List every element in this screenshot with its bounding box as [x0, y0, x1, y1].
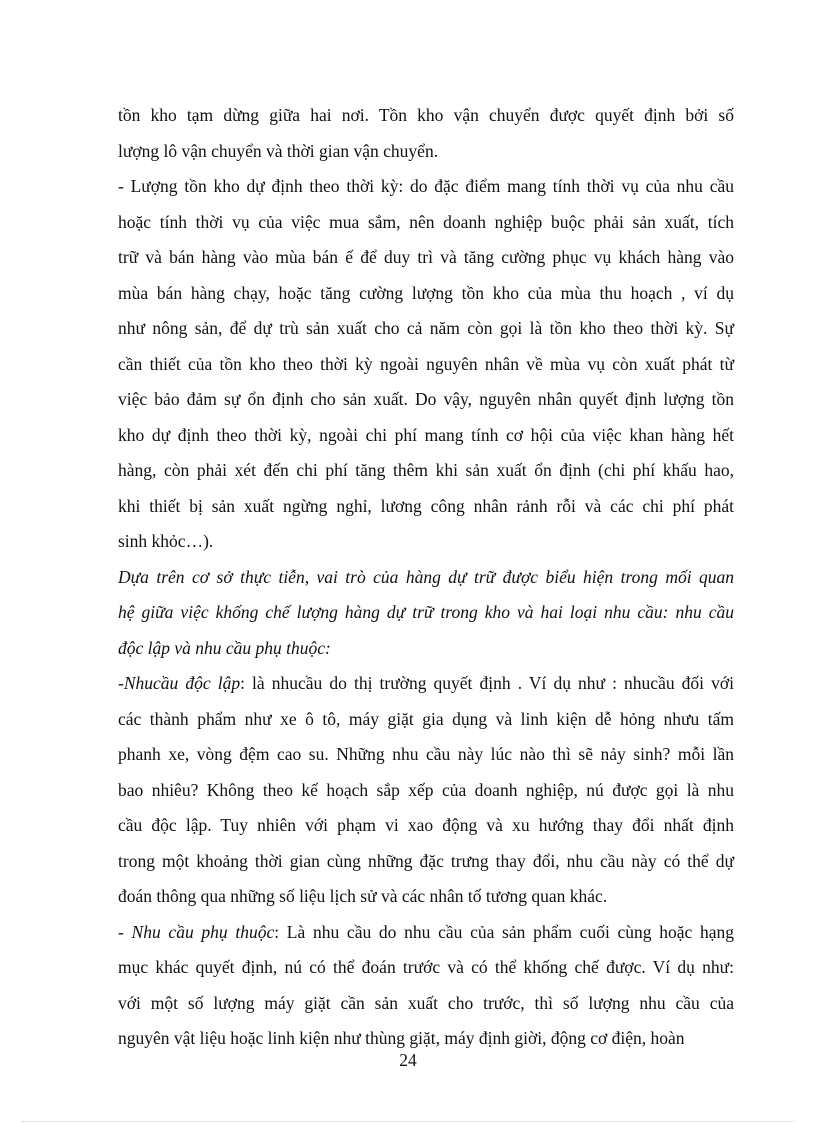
italic-text: hệ giữa việc khống chế lượng hàng dự trữ trong kho và hai loại nhu cầu: nhu cầu: [118, 602, 734, 622]
text-line: [118, 169, 734, 205]
italic-text: -Nhucầu độc lập: [118, 673, 241, 693]
text-line: [118, 453, 734, 489]
body-text: [118, 98, 734, 1057]
text-line: [118, 631, 734, 667]
text-run: như nông sản, để dự trù sản xuất cho cả năm còn gọi là tồn kho theo thời kỳ. Sự: [118, 318, 734, 338]
text-line: [118, 808, 734, 844]
text-line: [118, 702, 734, 738]
italic-text: Dựa trên cơ sở thực tiễn, vai trò của hàng dự trữ được biểu hiện trong mối quan: [118, 566, 734, 587]
text-line: [118, 205, 734, 241]
text-line: [118, 524, 734, 560]
text-line: [118, 347, 734, 383]
text-run: khi thiết bị sản xuất ngừng nghỉ, lương công nhân rảnh rỗi và các chi phí phát: [118, 495, 734, 516]
text-run: cần thiết của tồn kho theo thời kỳ ngoài nguyên nhân về mùa vụ còn xuất phát từ: [118, 353, 734, 374]
text-run: lượng lô vận chuyển và thời gian vận chuyển.: [118, 140, 439, 161]
text-run: hoặc tính thời vụ của việc mua sắm, nên doanh nghiệp buộc phải sản xuất, tích: [118, 211, 734, 232]
text-run: tồn kho tạm dừng giữa hai nơi. Tồn kho vận chuyển được quyết định bởi số: [118, 105, 734, 125]
text-run: các thành phẩm như xe ô tô, máy giặt gia dụng và linh kiện dễ hỏng nhưu tấm: [118, 708, 734, 729]
text-line: [118, 879, 734, 915]
text-run: kho dự định theo thời kỳ, ngoài chi phí mang tính cơ hội của việc khan hàng hết: [118, 424, 734, 445]
text-line: [118, 134, 734, 170]
italic-text: độc lập và nhu cầu phụ thuộc:: [118, 637, 331, 658]
text-run: sinh khỏc…).: [118, 531, 214, 551]
text-line: [118, 986, 734, 1022]
text-line: [118, 276, 734, 312]
text-run: trong một khoảng thời gian cùng những đặc trưng thay đổi, nhu cầu này có thể dự: [118, 850, 734, 871]
text-run: bao nhiêu? Không theo kế hoạch sắp xếp của doanh nghiệp, nú được gọi là nhu: [118, 779, 734, 800]
text-line: [118, 382, 734, 418]
text-run: : là nhucầu do thị trường quyết định . Ví dụ như : nhucầu đối với: [240, 673, 734, 693]
text-line: [118, 844, 734, 880]
text-run: trữ và bán hàng vào mùa bán ế để duy trì và tăng cường phục vụ khách hàng vào: [118, 247, 734, 267]
text-run: cầu độc lập. Tuy nhiên với phạm vi xao động và xu hướng thay đổi nhất định: [118, 815, 734, 835]
text-run: -: [118, 921, 132, 942]
text-run: nguyên vật liệu hoặc linh kiện như thùng giặt, máy định giời, động cơ điện, hoàn: [118, 1028, 685, 1048]
text-run: hàng, còn phải xét đến chi phí tăng thêm khi sản xuất ổn định (chi phí khấu hao,: [118, 460, 734, 480]
text-line: [118, 737, 734, 773]
text-line: [118, 915, 734, 951]
text-run: với một số lượng máy giặt cần sản xuất cho trước, thì số lượng nhu cầu của: [118, 992, 734, 1013]
text-line: [118, 773, 734, 809]
text-run: đoán thông qua những số liệu lịch sử và các nhân tố tương quan khác.: [118, 886, 608, 906]
text-run: phanh xe, vòng đệm cao su. Những nhu cầu này lúc nào thì sẽ nảy sinh? mỗi lần: [118, 744, 734, 764]
text-line: [118, 98, 734, 134]
text-run: mùa bán hàng chạy, hoặc tăng cường lượng tồn kho của mùa thu hoạch , ví dụ: [118, 282, 734, 303]
text-line: [118, 560, 734, 596]
italic-text: Nhu cầu phụ thuộc: [131, 921, 275, 942]
page-number: 24: [399, 1050, 417, 1070]
text-line: [118, 240, 734, 276]
text-line: [118, 595, 734, 631]
text-run: việc bảo đảm sự ổn định cho sản xuất. Do vậy, nguyên nhân quyết định lượng tồn: [118, 389, 734, 409]
text-line: [118, 950, 734, 986]
text-line: [118, 311, 734, 347]
text-run: mục khác quyết định, nú có thể đoán trước và có thể khống chế được. Ví dụ như:: [118, 957, 734, 977]
text-run: - Lượng tồn kho dự định theo thời kỳ: do đặc điểm mang tính thời vụ của nhu cầu: [118, 176, 734, 196]
text-line: [118, 489, 734, 525]
text-run: : Là nhu cầu do nhu cầu của sản phẩm cuối cùng hoặc hạng: [274, 921, 734, 942]
text-line: [118, 666, 734, 702]
page-bottom-edge: [22, 1121, 794, 1122]
text-line: [118, 418, 734, 454]
